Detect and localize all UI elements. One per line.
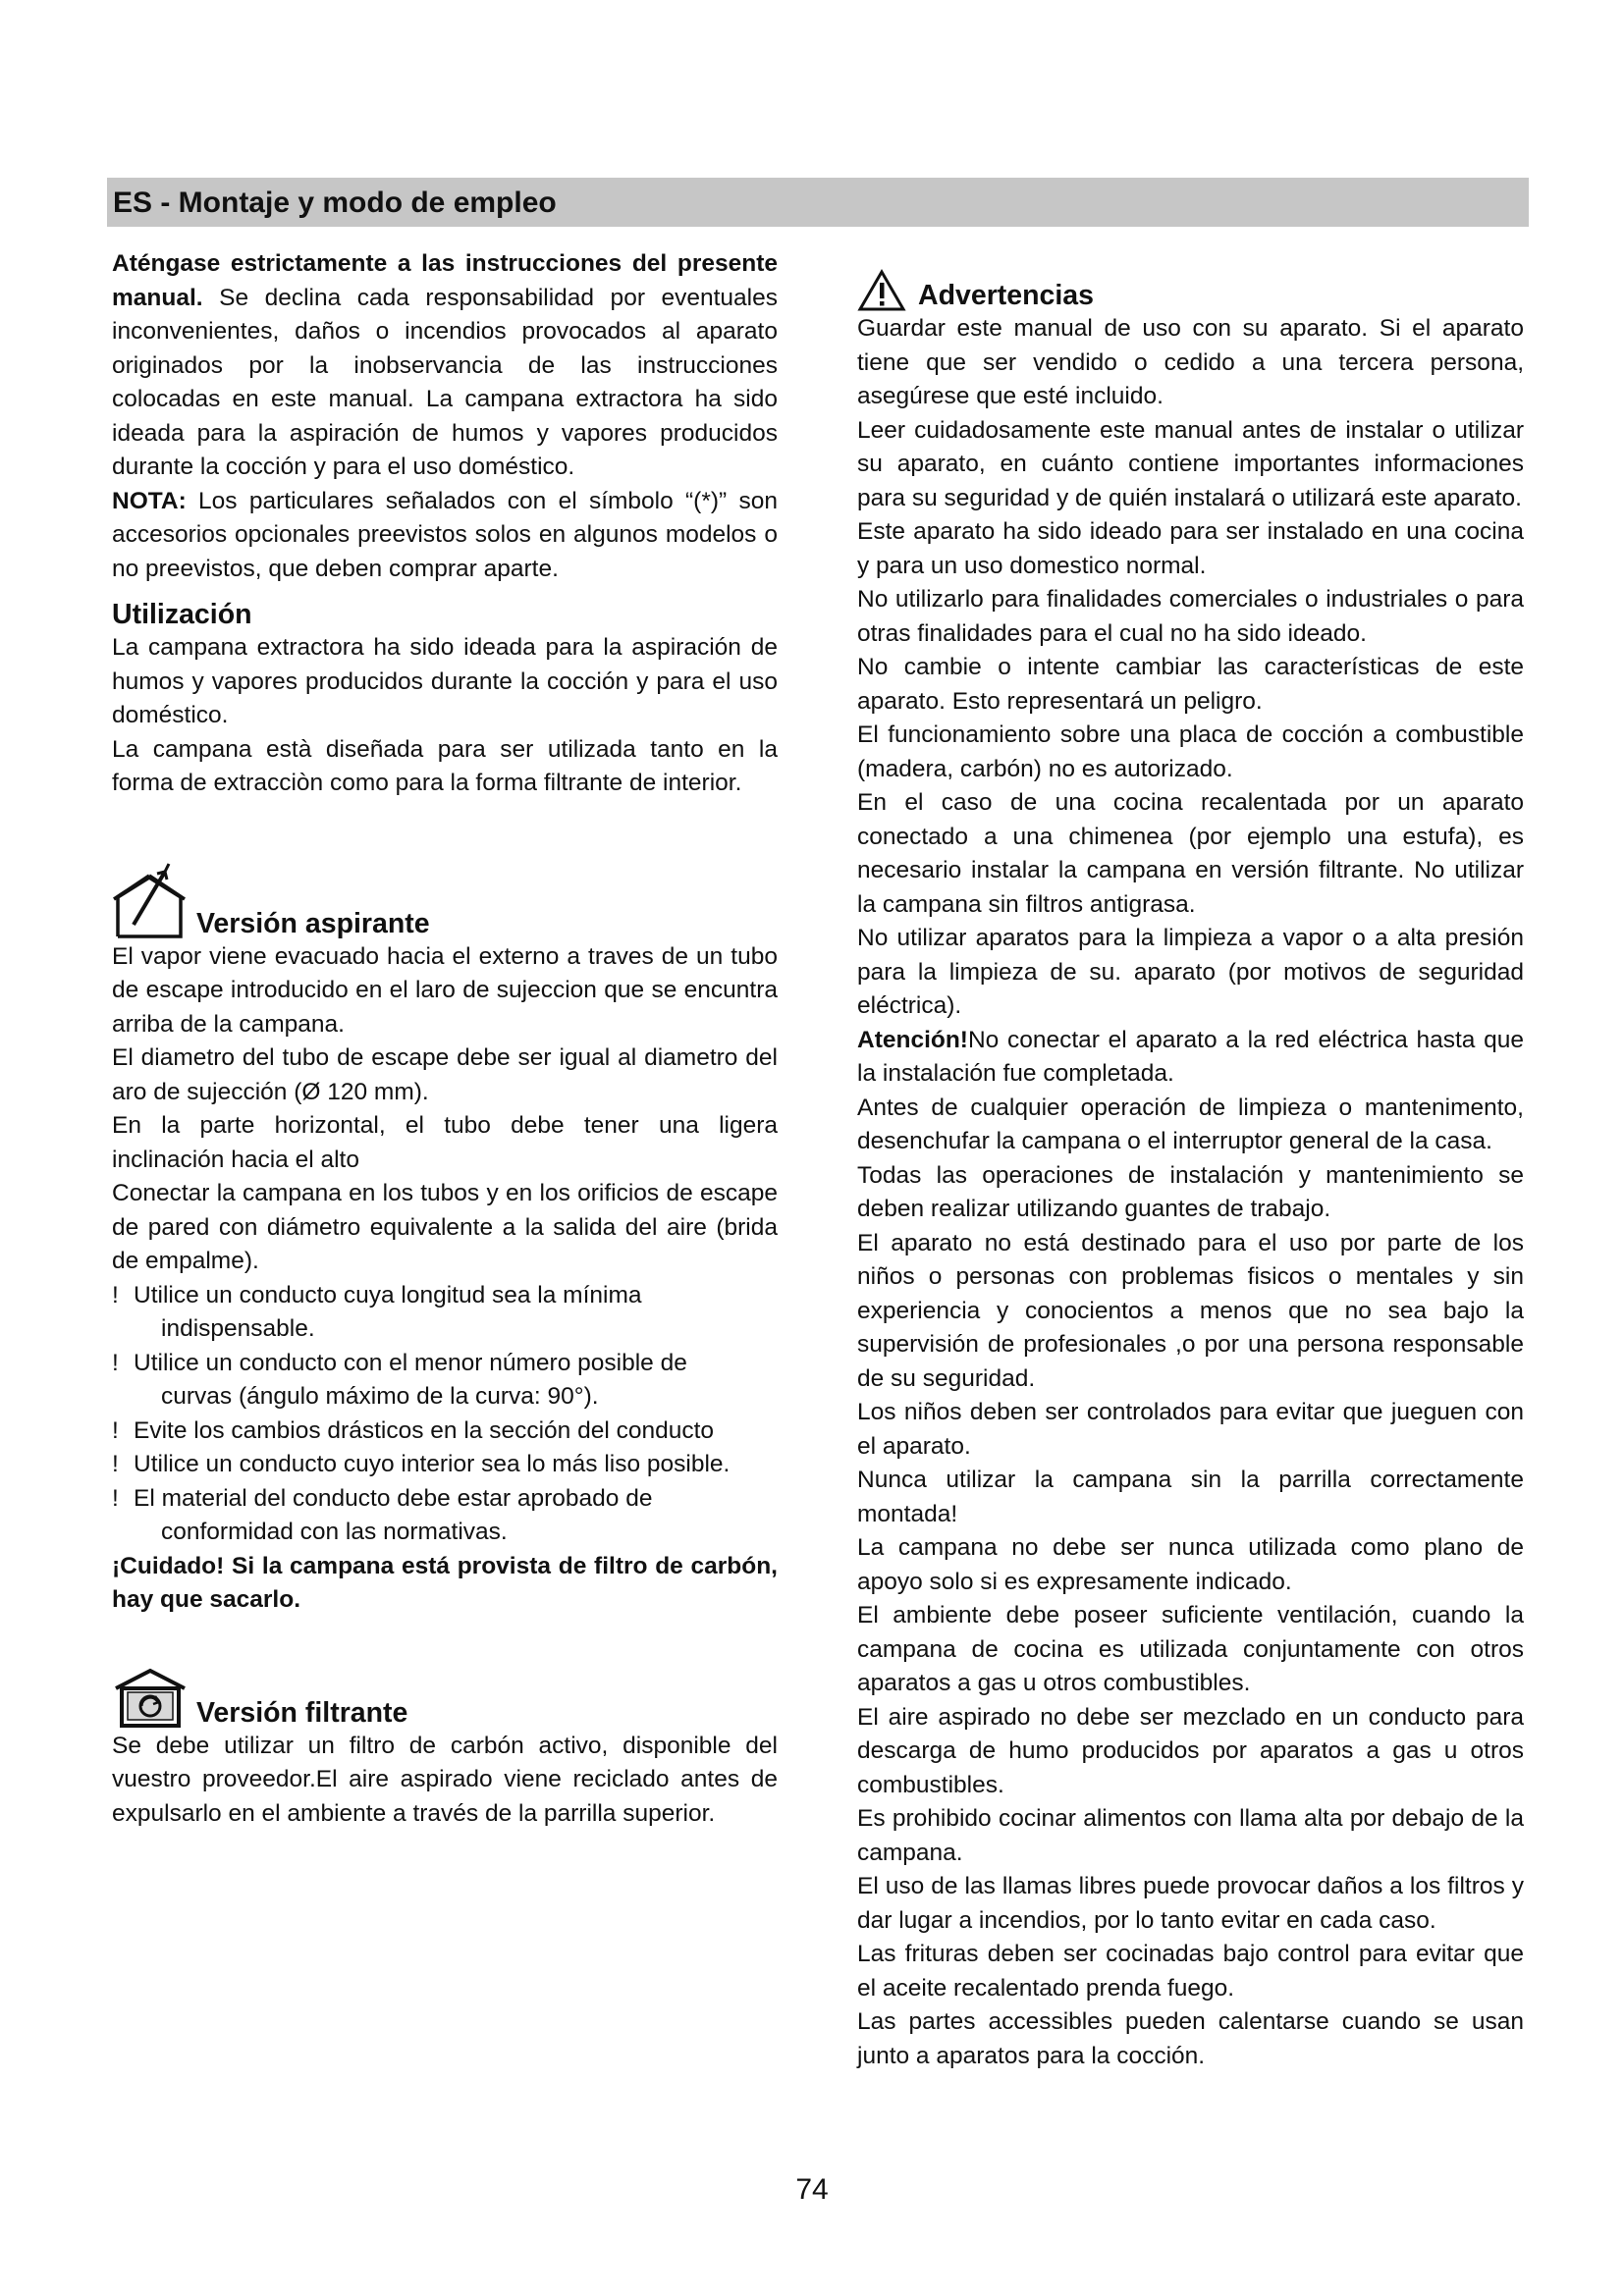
utilizacion-paragraph-2: La campana està diseñada para ser utilizada tanto en la forma de extracciòn como para la forma filtrante de interior.	[112, 735, 778, 796]
right-column	[857, 275, 1524, 2073]
advertencia-paragraph: Leer cuidadosamente este manual antes de instalar o utilizar su aparato, en cuánto contiene importantes informaciones para su seguridad y de quién instalará o utilizará este aparato.	[857, 416, 1524, 511]
advertencia-paragraph: El aire aspirado no debe ser mezclado en un conducto para descarga de humo producidos por aparatos a gas u otros combustibles.	[857, 1703, 1524, 1798]
nota-text: Los particulares señalados con el símbolo “(*)” son accesorios opcionales preevistos solos en algunos modelos o no preevistos, que deben comprar aparte.	[112, 487, 778, 582]
page-title: ES - Montaje y modo de empleo	[113, 187, 557, 219]
bullet-text: Evite los cambios drásticos en la sección del conducto	[134, 1416, 715, 1444]
advertencia-paragraph: No utilizarlo para finalidades comerciales o industriales o para otras finalidades para el cual no ha sido ideado.	[857, 586, 1524, 647]
aspirante-title: Versión aspirante	[196, 907, 430, 939]
intro-strong: Aténgase estrictamente a las instrucciones del presente manual.	[112, 250, 778, 311]
intro-paragraph	[112, 247, 778, 485]
bullet-mark: !	[112, 1451, 119, 1477]
left-column	[112, 247, 778, 1831]
advertencia-paragraph: Este aparato ha sido ideado para ser instalado en una cocina y para un uso domestico normal.	[857, 518, 1524, 579]
advertencia-paragraph: Las partes accessibles pueden calentarse cuando se usan junto a aparatos para la cocción.	[857, 2008, 1524, 2069]
bullet-mark: !	[112, 1349, 119, 1376]
bullet-mark: !	[112, 1484, 119, 1512]
recirculation-icon	[112, 1667, 189, 1730]
nota-paragraph	[112, 485, 778, 587]
advertencias-title: Advertencias	[918, 280, 1095, 311]
advertencia-paragraph: No utilizar aparatos para la limpieza a vapor o a alta presión para la limpieza de su. aparato (por motivos de seguridad eléctrica).	[857, 925, 1524, 1019]
intro-text: Se declina cada responsabilidad por eventuales inconvenientes, daños o incendios provocados al aparato originados por la inobservancia de las instrucciones colocadas en este manual. La campana extractora ha sido ideada para la aspiración de humos y vapores producidos durante la cocción y para el uso doméstico.	[112, 284, 778, 480]
advertencia-paragraph: Guardar este manual de uso con su aparato. Si el aparato tiene que ser vendido o cedido a una tercera persona, asegúrese que esté incluido.	[857, 315, 1524, 409]
advertencia-paragraph: No cambie o intente cambiar las características de este aparato. Esto representará un peligro.	[857, 654, 1524, 715]
utilizacion-paragraph-1: La campana extractora ha sido ideada para la aspiración de humos y vapores producidos durante la cocción y para el uso doméstico.	[112, 634, 778, 728]
utilizacion-title: Utilización	[112, 599, 252, 630]
advertencia-paragraph: En el caso de una cocina recalentada por un aparato conectado a una chimenea (por ejemplo una estufa), es necesario instalar la campana en versión filtrante. No utilizar la campana sin filtros antigrasa.	[857, 789, 1524, 918]
advertencia-paragraph: El ambiente debe poseer suficiente ventilación, cuando la campana de cocina es utilizada conjuntamente con otros aparatos a gas u otros combustibles.	[857, 1602, 1524, 1696]
advertencia-paragraph: El uso de las llamas libres puede provocar daños a los filtros y dar lugar a incendios, por lo tanto evitar en cada caso.	[857, 1873, 1524, 1934]
duct-exhaust-icon	[112, 862, 189, 940]
aspirante-paragraph-3: En la parte horizontal, el tubo debe tener una ligera inclinación hacia el alto	[112, 1112, 778, 1173]
warning-triangle-icon	[857, 269, 906, 312]
bullet-text: Utilice un conducto cuyo interior sea lo más liso posible.	[134, 1451, 731, 1477]
aspirante-paragraph-1: El vapor viene evacuado hacia el externo a traves de un tubo de escape introducido en el laro de sujeccion que se encuntra arriba de la campana.	[112, 942, 778, 1038]
cuidado-text: ¡Cuidado! Si la campana está provista de filtro de carbón, hay que sacarlo.	[112, 1552, 778, 1613]
advertencia-paragraph: Los niños deben ser controlados para evitar que jueguen con el aparato.	[857, 1399, 1524, 1460]
filtrante-title: Versión filtrante	[196, 1696, 408, 1729]
atencion-text: No conectar el aparato a la red eléctrica hasta que la instalación fue completada.	[857, 1026, 1524, 1087]
bullet-mark: !	[112, 1416, 119, 1444]
advertencia-paragraph: El funcionamiento sobre una placa de cocción a combustible (madera, carbón) no es autorizado.	[857, 721, 1524, 782]
advertencia-paragraph: La campana no debe ser nunca utilizada como plano de apoyo solo si es expresamente indicado.	[857, 1534, 1524, 1595]
aspirante-paragraph-4: Conectar la campana en los tubos y en los orificios de escape de pared con diámetro equivalente a la salida del aire (brida de empalme).	[112, 1180, 778, 1274]
bullet-item	[112, 1448, 778, 1482]
bullet-item	[112, 1482, 778, 1550]
bullet-item	[112, 1347, 778, 1415]
advertencia-paragraph: Todas las operaciones de instalación y mantenimiento se deben realizar utilizando guantes de trabajo.	[857, 1161, 1524, 1222]
bullet-text: Utilice un conducto con el menor número posible de	[134, 1349, 687, 1376]
header-bar	[107, 178, 1529, 227]
atencion-paragraph	[857, 1024, 1524, 1092]
page-number: 74	[795, 2173, 829, 2206]
bullet-text: El material del conducto debe estar aprobado de	[134, 1484, 653, 1512]
bullet-mark: !	[112, 1281, 119, 1308]
nota-label: NOTA:	[112, 487, 187, 514]
filtrante-heading	[112, 1667, 778, 1730]
cuidado-warning	[112, 1550, 778, 1618]
bullet-item	[112, 1279, 778, 1347]
atencion-label: Atención!	[857, 1026, 968, 1053]
advertencia-paragraph: El aparato no está destinado para el uso por parte de los niños o personas con problemas fisicos o mentales y sin experiencia y conocientos a menos que no sea bajo la supervisión de profesionales ,o por una persona responsable de su seguridad.	[857, 1229, 1524, 1392]
advertencia-paragraph: Las frituras deben ser cocinadas bajo control para evitar que el aceite recalentado prenda fuego.	[857, 1941, 1524, 2002]
bullet-text-cont: curvas (ángulo máximo de la curva: 90°).	[161, 1383, 599, 1410]
advertencia-paragraph: Es prohibido cocinar alimentos con llama alta por debajo de la campana.	[857, 1805, 1524, 1866]
aspirante-heading	[112, 862, 778, 940]
advertencia-paragraph: Nunca utilizar la campana sin la parrilla correctamente montada!	[857, 1467, 1524, 1527]
advertencias-heading	[857, 275, 1524, 312]
bullet-text-cont: indispensable.	[161, 1315, 315, 1342]
bullet-text: Utilice un conducto cuya longitud sea la mínima	[134, 1281, 642, 1308]
aspirante-paragraph-2: El diametro del tubo de escape debe ser igual al diametro del aro de sujección (Ø 120 mm).	[112, 1044, 778, 1105]
advertencia-paragraph: Antes de cualquier operación de limpieza o mantenimento, desenchufar la campana o el interruptor general de la casa.	[857, 1094, 1524, 1154]
bullet-item	[112, 1415, 778, 1449]
filtrante-paragraph: Se debe utilizar un filtro de carbón activo, disponible del vuestro proveedor.El aire aspirado viene reciclado antes de expulsarlo en el ambiente a través de la parrilla superior.	[112, 1732, 778, 1827]
bullet-text-cont: conformidad con las normativas.	[161, 1519, 508, 1545]
